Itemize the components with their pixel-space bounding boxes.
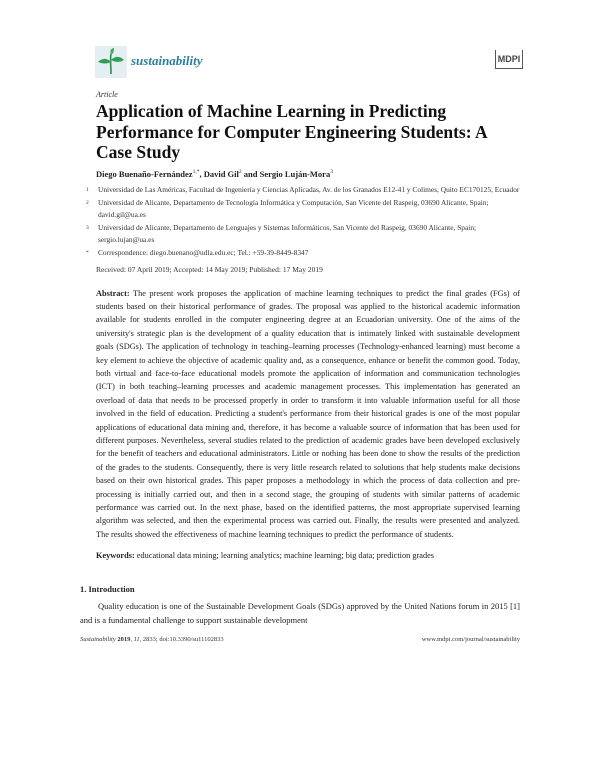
author-sup: 1,* (192, 168, 200, 175)
page-footer (80, 635, 520, 644)
footer-volume: 11 (133, 635, 140, 643)
correspondence (86, 247, 520, 259)
publisher-logo: MDPI (495, 50, 523, 69)
author: Diego Buenaño-Fernández (96, 168, 193, 179)
affiliation-text: Universidad de Alicante, Departamento de Lenguajes y Sistemas Informáticos, San Vicente del Raspeig, 03690 Alicante, Spain; sergio.lujan@ua.es (98, 222, 477, 244)
author-list (96, 168, 520, 180)
affiliation-list (86, 184, 520, 259)
footer-doi: , 2833; doi:10.3390/su11102833 (139, 635, 224, 643)
leaf-icon (95, 46, 127, 78)
journal-name: sustainability (131, 53, 203, 68)
affiliation-number: 2 (86, 199, 89, 206)
footer-journal: Sustainability (80, 635, 116, 643)
author-sup: 2 (238, 168, 242, 175)
paper-title: Application of Machine Learning in Predicting Performance for Computer Engineering Students: A Case Study (96, 101, 487, 162)
affiliation-number: 3 (86, 224, 89, 231)
author: Sergio Luján-Mora (259, 168, 331, 179)
affiliation (86, 222, 520, 246)
journal-url[interactable]: www.mdpi.com/journal/sustainability (421, 635, 520, 643)
affiliation-text: Universidad de Las Américas, Facultad de Ingeniería y Ciencias Aplicadas, Av. de los Granados E12-41 y Colimes, Quito EC170125, Ecuador (98, 184, 520, 194)
affiliation-number: 1 (86, 186, 89, 193)
keywords-text: educational data mining; learning analytics; machine learning; big data; prediction grades (136, 551, 434, 561)
author: David Gil (203, 168, 239, 179)
journal-logo (95, 46, 127, 78)
body-column (80, 583, 520, 644)
keywords (96, 549, 520, 562)
section-heading: 1. Introduction (80, 583, 135, 594)
citation-footer: Sustainability 2019, 11, 2833; doi:10.3390/su11102833 (80, 635, 224, 643)
abstract-text: The present work proposes the application of machine learning techniques to predict the final grades (FGs) of students based on their historical performance of grades. The proposal was applied to the historical academic information available for students enrolled in the computer engineering degree at an Ecuadorian university. One of the aims of the university's strategic plan is the development of a quality education that is intimately linked with sustainable development goals (SDGs). The application of technology in teaching–learning processes (Technology-enhanced learning) must become a key element to achieve the objective of academic quality and, as a consequence, enhance or benefit the common good. Today, both virtual and face-to-face educational models promote the application of information and communication technologies (ICT) in both teaching–learning processes and academic management processes. This implementation has generated an overload of data that needs to be processed properly in order to transform it into valuable information useful for all those involved in the field of education. Predicting a student's performance from their historical grades is one of the most popular applications of educational data mining and, therefore, it has become a valuable source of information that has been used for different purposes. Nevertheless, several studies related to the prediction of academic grades have been developed exclusively for the benefit of teachers and educational administrators. Little or nothing has been done to show the results of the prediction of the grades to the students. Consequently, there is very little research related to solutions that help students make decisions based on their own historical grades. This paper proposes a methodology in which the process of data collection and pre-processing is initially carried out, and then in a second stage, the grouping of students with similar patterns of academic performance was carried out. In the next phase, based on the identified patterns, the most appropriate supervised learning algorithm was selected, and then the experimental process was carried out. Finally, the results were presented and analyzed. The results showed the effectiveness of machine learning techniques to predict the performance of students. (96, 288, 520, 539)
abstract-label: Abstract: (96, 288, 130, 298)
author-sup: 3 (330, 168, 333, 175)
section-paragraph: Quality education is one of the Sustainable Development Goals (SDGs) approved by the United Nations forum in 2015 [1] and is a fundamental challenge to support sustainable development (80, 600, 520, 625)
keywords-label: Keywords: (96, 551, 135, 561)
article-type: Article (96, 90, 118, 99)
publication-dates: Received: 07 April 2019; Accepted: 14 May 2019; Published: 17 May 2019 (96, 264, 323, 274)
affiliation-text: Universidad de Alicante, Departamento de Tecnología Informática y Computación, San Vicente del Raspeig, 03690 Alicante, Spain; david.gil@ua.es (98, 197, 489, 219)
author-separator: , (199, 168, 204, 179)
affiliation (86, 197, 520, 221)
abstract (96, 287, 520, 542)
footer-year: 2019 (117, 635, 131, 643)
affiliation (86, 184, 520, 196)
article-content (80, 90, 520, 644)
author-and: and (241, 168, 260, 179)
affiliation-number: * (86, 249, 89, 256)
correspondence-text: Correspondence: diego.buenano@udla.edu.ec; Tel.: +59-39-8449-8347 (98, 247, 309, 257)
